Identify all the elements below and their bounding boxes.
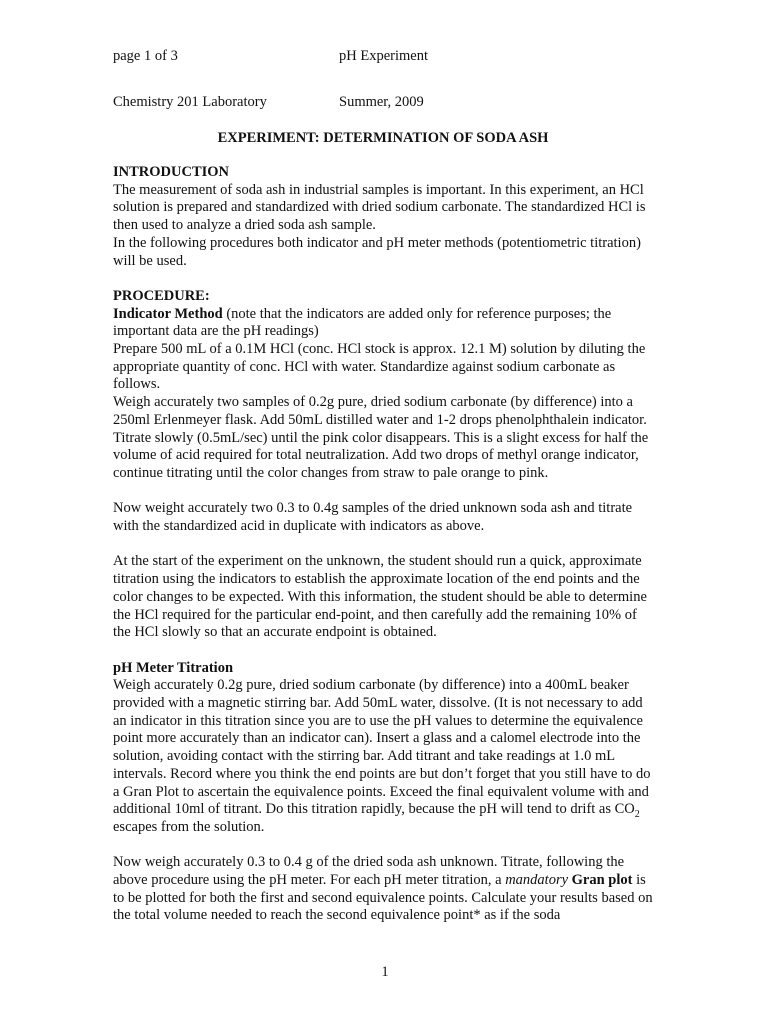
ph-meter-paragraph-1-text: Weigh accurately 0.2g pure, dried sodium carbonate (by difference) into a 400mL beaker provided with a magnetic stirring bar. Add 50mL water, dissolve. (It is not necessary to add an indicator in this titration since you are to use the pH values to determine the equivalence point more accurately than an indicator can). Insert a glass and a calomel electrode into the solution, avoiding contact with the stirring bar. Add titrant and take readings at 1.0 mL intervals. Record where you think the end points are but don’t forget that you still have to do a Gran Plot to ascertain the equivalence points. Exceed the final equivalent volume with and additional 10ml of titrant. Do this titration rapidly, because the pH will tend to drift as CO [113, 677, 651, 818]
introduction-heading: INTRODUCTION [113, 164, 230, 180]
spacer [113, 642, 657, 660]
ph-meter-paragraph-1-end: escapes from the solution. [113, 818, 265, 835]
indicator-method-intro [113, 306, 657, 341]
spacer [113, 483, 657, 501]
co2-subscript: 2 [634, 809, 640, 821]
ph-meter-paragraph-2-start: Now weigh accurately 0.3 to 0.4 g of the dried soda ash unknown. Titrate, following the above procedure using the pH meter. For each pH meter titration, a [113, 854, 625, 889]
introduction-paragraph-1: The measurement of soda ash in industrial samples is important. In this experiment, an HCl solution is prepared and standardized with dried sodium carbonate. The standardized HCl is then used to analyze a dried soda ash sample. [113, 181, 646, 234]
course-label: Chemistry 201 Laboratory [113, 94, 267, 110]
indicator-paragraph-4: At the start of the experiment on the unknown, the student should run a quick, approximate titration using the indicators to establish the approximate location of the end points and the color changes to be expected. With this information, the student should be able to determine the HCl required for the particular end-point, and then carefully add the remaining 10% of the HCl slowly so that an accurate endpoint is obtained. [113, 553, 647, 641]
indicator-method-note: (note that the indicators are added only for reference purposes; the important data are the pH readings) [113, 305, 612, 340]
introduction-paragraph-2: In the following procedures both indicator and pH meter methods (potentiometric titration) will be used. [113, 234, 641, 269]
document-title: EXPERIMENT: DETERMINATION OF SODA ASH [217, 130, 549, 146]
ph-meter-heading: pH Meter Titration [113, 659, 234, 676]
document-name-label: pH Experiment [339, 48, 428, 64]
gran-plot-emphasis: Gran plot [568, 872, 633, 889]
spacer [113, 270, 657, 288]
page-number: 1 [381, 964, 389, 980]
indicator-paragraph-1: Prepare 500 mL of a 0.1M HCl (conc. HCl stock is approx. 12.1 M) solution by diluting the appropriate quantity of conc. HCl with water. Standardize against sodium carbonate as follows. [113, 341, 646, 393]
ph-meter-paragraph-1 [113, 677, 657, 836]
course-header [113, 93, 673, 111]
term-label: Summer, 2009 [339, 94, 424, 110]
spacer [113, 837, 657, 855]
mandatory-emphasis: mandatory [505, 872, 569, 889]
ph-meter-paragraph-2 [113, 854, 657, 925]
indicator-method-label: Indicator Method [113, 305, 223, 322]
spacer [113, 536, 657, 554]
document-body [113, 164, 657, 925]
page-header [113, 47, 673, 65]
page-count-label: page 1 of 3 [113, 48, 178, 64]
indicator-paragraph-3: Now weight accurately two 0.3 to 0.4g samples of the dried unknown soda ash and titrate with the standardized acid in duplicate with indicators as above. [113, 500, 633, 535]
ph-meter-paragraph-2-end: is to be plotted for both the first and second equivalence points. Calculate your results based on the total volume needed to reach the second equivalence point* as if the soda [113, 872, 653, 924]
indicator-paragraph-2: Weigh accurately two samples of 0.2g pure, dried sodium carbonate (by difference) into a 250ml Erlenmeyer flask. Add 50mL distilled water and 1-2 drops phenolphthalein indicator. Titrate slowly (0.5mL/sec) until the pink color disappears. This is a slight excess for half the volume of acid required for total neutralization. Add two drops of methyl orange indicator, continue titrating until the color changes from straw to pale orange to pink. [113, 394, 649, 481]
procedure-heading: PROCEDURE: [113, 287, 210, 304]
